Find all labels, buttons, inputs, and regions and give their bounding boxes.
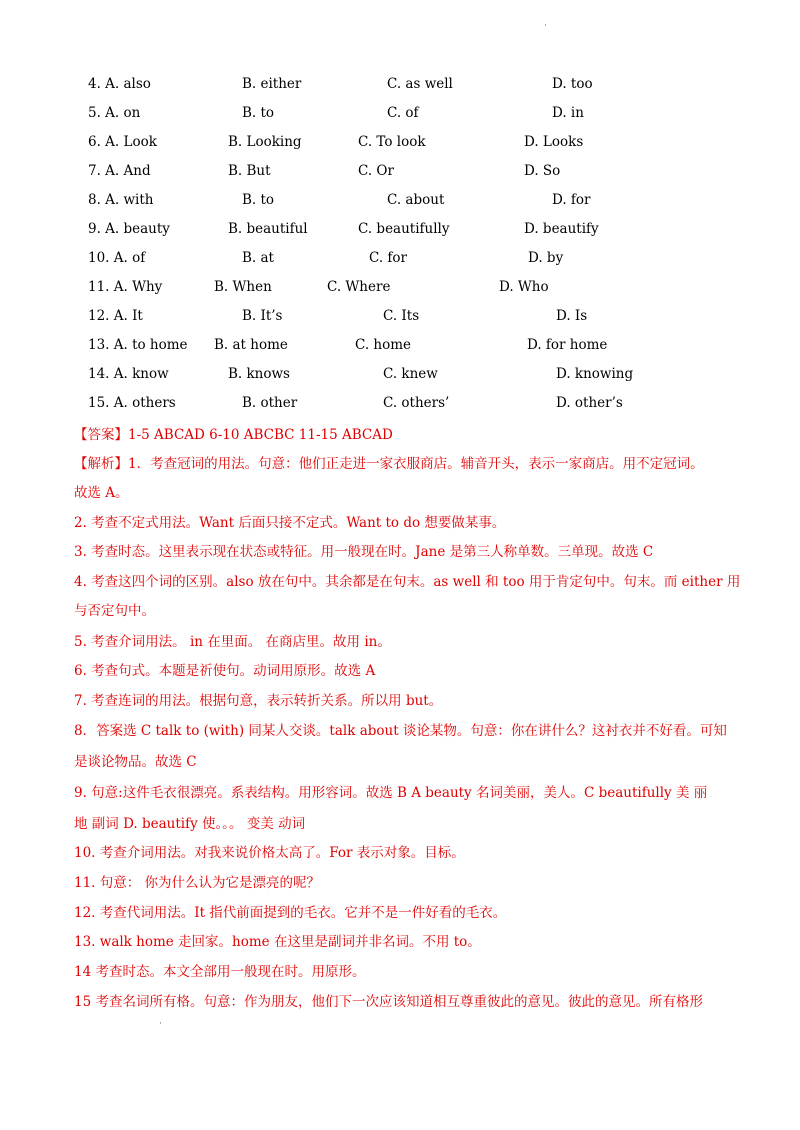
analysis-line: 地 副词 D. beautify 使。。。 变美 动词 [74,816,306,832]
option-c: C. others’ [383,395,450,411]
option-row [0,73,800,95]
analysis-line: 2. 考查不定式用法。Want 后面只接不定式。Want to do 想要做某事。 [74,515,506,531]
analysis-line: 5. 考查介词用法。 in 在里面。 在商店里。故用 in。 [74,634,391,650]
option-row [0,102,800,124]
option-a: 14. A. know [88,366,169,382]
analysis-line: 与否定句中。 [74,603,155,619]
option-row [0,276,800,298]
page-mark-top: ˙ [543,24,548,35]
analysis-line: 7. 考查连词的用法。根据句意，表示转折关系。所以用 but。 [74,693,443,709]
option-b: B. It’s [242,308,283,324]
option-a: 5. A. on [88,105,141,121]
option-d: D. Looks [524,134,584,150]
analysis-line: 是谈论物品。故选 C [74,754,197,770]
option-b: B. beautiful [228,221,308,237]
option-b: B. When [214,279,272,295]
option-d: D. Who [499,279,549,295]
option-b: B. But [228,163,271,179]
option-a: 8. A. with [88,192,154,208]
option-b: B. either [242,76,302,92]
option-d: D. other’s [556,395,623,411]
option-row [0,392,800,414]
option-row [0,305,800,327]
option-d: D. for home [527,337,608,353]
option-a: 9. A. beauty [88,221,170,237]
analysis-line: 10. 考查介词用法。对我来说价格太高了。For 表示对象。目标。 [74,845,465,861]
option-d: D. in [552,105,584,121]
option-a: 4. A. also [88,76,151,92]
option-row [0,189,800,211]
option-a: 10. A. of [88,250,146,266]
option-d: D. by [528,250,564,266]
option-a: 12. A. It [88,308,143,324]
analysis-line: 故选 A。 [74,485,129,501]
option-a: 15. A. others [88,395,176,411]
option-b: B. to [242,105,275,121]
option-row [0,160,800,182]
option-row [0,218,800,240]
option-d: D. too [552,76,593,92]
option-b: B. to [242,192,275,208]
analysis-line: 15 考查名词所有格。句意：作为朋友，他们下一次应该知道相互尊重彼此的意见。彼此的意见。所有格形 [74,994,703,1010]
option-d: D. Is [556,308,588,324]
analysis-line: 12. 考查代词用法。It 指代前面提到的毛衣。它并不是一件好看的毛衣。 [74,905,507,921]
option-row [0,334,800,356]
option-a: 11. A. Why [88,279,163,295]
analysis-line: 3. 考查时态。这里表示现在状态或特征。用一般现在时。Jane 是第三人称单数。三单现。故选 C [74,544,654,560]
analysis-line: 6. 考查句式。本题是祈使句。动词用原形。故选 A [74,663,376,679]
option-row [0,247,800,269]
option-b: B. Looking [228,134,302,150]
option-b: B. at [242,250,274,266]
analysis-line: 8．答案选 C talk to (with) 同某人交谈。talk about 谈论某物。句意：你在讲什么？这衬衣并不好看。可知 [74,723,727,739]
option-c: C. as well [387,76,453,92]
option-row [0,131,800,153]
analysis-line: 9. 句意:这件毛衣很漂亮。系表结构。用形容词。故选 B A beauty 名词美丽，美人。C beautifully 美 丽 [74,785,708,801]
analysis-line: 14 考查时态。本文全部用一般现在时。用原形。 [74,964,366,980]
analysis-line: 4. 考查这四个词的区别。also 放在句中。其余都是在句末。as well 和 too 用于肯定句中。句末。而 either 用 [74,574,741,590]
option-c: C. Its [383,308,420,324]
analysis-line: 11. 句意： 你为什么认为它是漂亮的呢？ [74,875,321,891]
option-d: D. knowing [556,366,634,382]
option-c: C. home [355,337,412,353]
option-row [0,363,800,385]
option-c: C. To look [358,134,426,150]
answer-line: 【答案】1-5 ABCAD 6-10 ABCBC 11-15 ABCAD [74,427,393,443]
option-d: D. So [524,163,561,179]
option-c: C. beautifully [358,221,450,237]
option-a: 7. A. And [88,163,151,179]
option-a: 13. A. to home [88,337,188,353]
option-d: D. for [552,192,591,208]
option-b: B. at home [214,337,288,353]
option-c: C. Or [358,163,394,179]
analysis-line: 【解析】1．考查冠词的用法。句意：他们正走进一家衣服商店。辅音开头，表示一家商店。用不定冠词。 [74,456,704,472]
option-c: C. knew [383,366,438,382]
option-c: C. of [387,105,419,121]
option-d: D. beautify [524,221,599,237]
option-c: C. for [369,250,408,266]
option-c: C. Where [327,279,391,295]
option-b: B. other [242,395,298,411]
page-mark-bottom: ˙ [158,1022,163,1033]
option-a: 6. A. Look [88,134,157,150]
option-c: C. about [387,192,445,208]
analysis-line: 13. walk home 走回家。home 在这里是副词并非名词。不用 to。 [74,934,481,950]
option-b: B. knows [228,366,290,382]
